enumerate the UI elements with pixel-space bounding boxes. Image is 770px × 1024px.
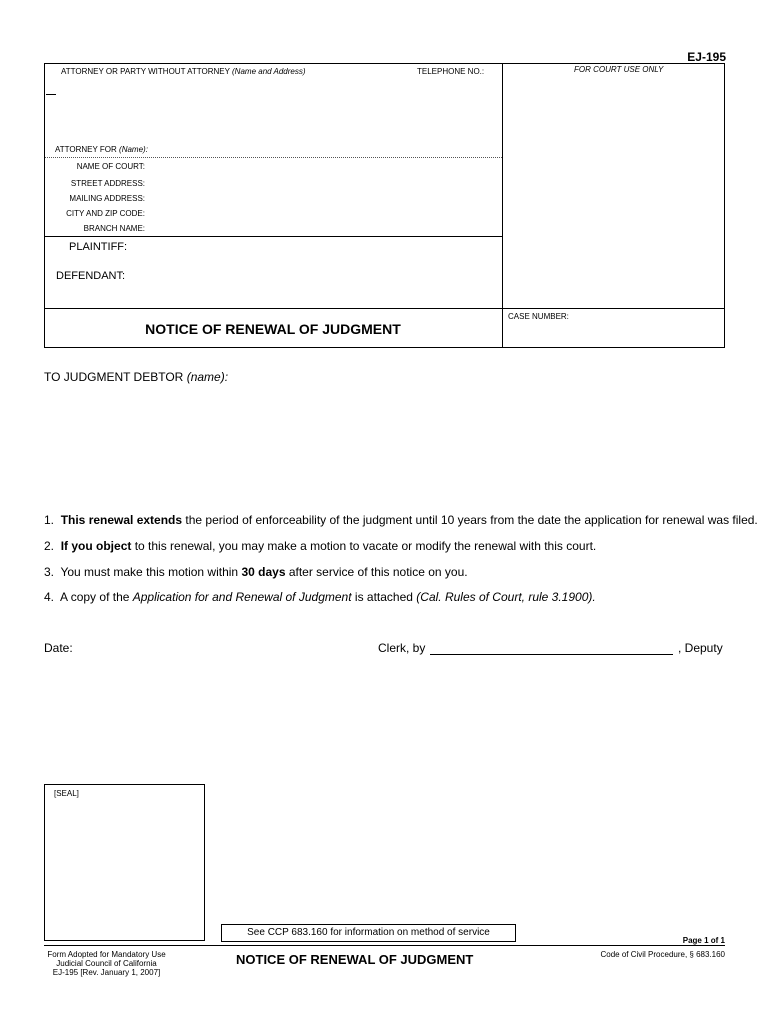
item-4: 4. A copy of the Application for and Renewal of Judgment is attached (Cal. Rules of Court, rule 3.1900). xyxy=(44,590,596,604)
telephone-label: TELEPHONE NO.: xyxy=(417,67,485,76)
footer-rule xyxy=(44,945,725,946)
defendant-input[interactable] xyxy=(130,269,490,283)
city-zip-label: CITY AND ZIP CODE: xyxy=(66,209,145,218)
form-title: NOTICE OF RENEWAL OF JUDGMENT xyxy=(145,321,401,337)
adopted-line-1: Form Adopted for Mandatory Use xyxy=(47,950,166,959)
item-1: 1. This renewal extends the period of enforceability of the judgment until 10 years from the date the application for renewal was filed. xyxy=(44,513,758,527)
item-2: 2. If you object to this renewal, you may make a motion to vacate or modify the renewal with this court. xyxy=(44,539,597,553)
court-use-label: FOR COURT USE ONLY xyxy=(574,65,664,74)
street-address-label: STREET ADDRESS: xyxy=(70,179,145,188)
mailing-address-label: MAILING ADDRESS: xyxy=(69,194,145,203)
adopted-line-2: Judicial Council of California xyxy=(56,959,157,968)
debtor-name-input[interactable] xyxy=(225,370,725,480)
clerk-name-input[interactable] xyxy=(432,640,672,654)
branch-name-label: BRANCH NAME: xyxy=(83,224,145,233)
page-label: Page 1 of 1 xyxy=(682,936,725,945)
plaintiff-input[interactable] xyxy=(130,240,490,254)
seal-label: [SEAL] xyxy=(54,789,79,798)
item-3: 3. You must make this motion within 30 days after service of this notice on you. xyxy=(44,565,468,579)
city-zip-input[interactable] xyxy=(150,207,490,219)
attorney-for-input[interactable] xyxy=(150,143,490,155)
clerk-label: Clerk, by xyxy=(378,641,426,655)
mailing-address-input[interactable] xyxy=(150,192,490,204)
case-number-input[interactable] xyxy=(508,324,718,340)
adopted-line-3: EJ-195 [Rev. January 1, 2007] xyxy=(52,968,161,977)
date-label: Date: xyxy=(44,641,73,655)
party-divider xyxy=(44,236,502,237)
plaintiff-label: PLAINTIFF: xyxy=(69,241,128,253)
debtor-label: TO JUDGMENT DEBTOR (name): xyxy=(44,370,229,384)
date-input[interactable] xyxy=(80,640,340,654)
street-address-input[interactable] xyxy=(150,177,490,189)
attorney-label: ATTORNEY OR PARTY WITHOUT ATTORNEY (Name and Address) xyxy=(61,67,306,76)
form-code: EJ-195 xyxy=(687,50,726,64)
name-of-court-label: NAME OF COURT: xyxy=(76,162,145,171)
branch-name-input[interactable] xyxy=(150,222,490,234)
attorney-mark xyxy=(46,94,56,95)
deputy-label: , Deputy xyxy=(678,641,723,655)
attorney-for-label: ATTORNEY FOR (Name): xyxy=(55,145,148,154)
adopted-block xyxy=(44,950,169,977)
seal-box xyxy=(44,784,205,941)
court-use-divider xyxy=(502,63,503,348)
service-note: See CCP 683.160 for information on method of service xyxy=(247,927,490,938)
attorney-name-address-input[interactable] xyxy=(60,80,400,140)
court-divider xyxy=(45,157,502,158)
clerk-signature-line xyxy=(430,654,673,655)
footer-title: NOTICE OF RENEWAL OF JUDGMENT xyxy=(236,952,474,967)
telephone-input[interactable] xyxy=(487,66,499,78)
name-of-court-input[interactable] xyxy=(150,160,490,172)
case-number-label: CASE NUMBER: xyxy=(508,312,569,321)
code-reference: Code of Civil Procedure, § 683.160 xyxy=(600,950,725,959)
title-divider xyxy=(44,308,725,309)
defendant-label: DEFENDANT: xyxy=(56,270,126,282)
